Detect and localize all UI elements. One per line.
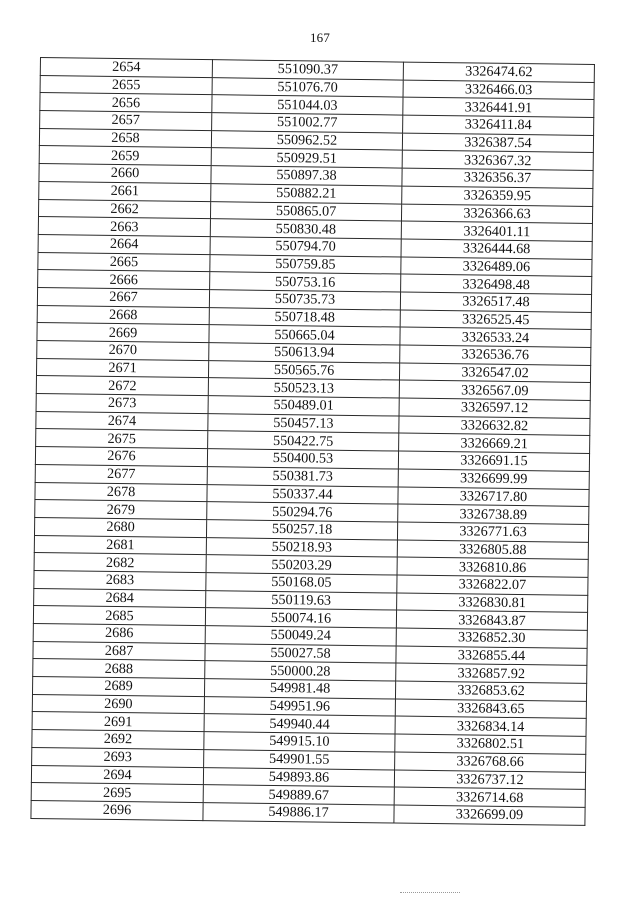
x-coordinate-cell: 551002.77 (212, 113, 403, 133)
y-coordinate-cell: 3326536.76 (400, 345, 591, 365)
y-coordinate-cell: 3326632.82 (399, 416, 590, 436)
point-number-cell: 2662 (38, 199, 210, 219)
y-coordinate-cell: 3326699.99 (398, 469, 589, 489)
y-coordinate-cell: 3326669.21 (399, 433, 590, 453)
y-coordinate-cell: 3326525.45 (400, 310, 591, 330)
x-coordinate-cell: 550422.75 (208, 431, 399, 451)
point-number-cell: 2658 (39, 128, 211, 148)
y-coordinate-cell: 3326367.32 (402, 150, 593, 170)
x-coordinate-cell: 550218.93 (206, 537, 397, 557)
point-number-cell: 2659 (39, 146, 211, 166)
y-coordinate-cell: 3326466.03 (403, 80, 594, 100)
x-coordinate-cell: 550962.52 (211, 130, 402, 150)
y-coordinate-cell: 3326768.66 (395, 752, 586, 772)
point-number-cell: 2682 (34, 553, 206, 573)
point-number-cell: 2696 (31, 800, 203, 820)
page-number: 167 (309, 30, 331, 45)
y-coordinate-cell: 3326738.89 (398, 504, 589, 524)
x-coordinate-cell: 549901.55 (204, 749, 395, 769)
x-coordinate-cell: 550830.48 (210, 219, 401, 239)
y-coordinate-cell: 3326359.95 (402, 186, 593, 206)
y-coordinate-cell: 3326852.30 (396, 628, 587, 648)
point-number-cell: 2655 (40, 75, 212, 95)
point-number-cell: 2660 (39, 164, 211, 184)
x-coordinate-cell: 551076.70 (212, 77, 403, 97)
y-coordinate-cell: 3326714.68 (394, 787, 585, 807)
point-number-cell: 2683 (34, 570, 206, 590)
x-coordinate-cell: 550119.63 (206, 590, 397, 610)
y-coordinate-cell: 3326387.54 (402, 133, 593, 153)
point-number-cell: 2681 (34, 535, 206, 555)
point-number-cell: 2669 (37, 323, 209, 343)
x-coordinate-cell: 550897.38 (211, 166, 402, 186)
x-coordinate-cell: 550203.29 (206, 555, 397, 575)
y-coordinate-cell: 3326356.37 (402, 168, 593, 188)
y-coordinate-cell: 3326533.24 (400, 327, 591, 347)
y-coordinate-cell: 3326498.48 (401, 274, 592, 294)
x-coordinate-cell: 550565.76 (208, 360, 399, 380)
x-coordinate-cell: 550613.94 (209, 343, 400, 363)
x-coordinate-cell: 550168.05 (206, 573, 397, 593)
y-coordinate-cell: 3326810.86 (397, 557, 588, 577)
y-coordinate-cell: 3326444.68 (401, 239, 592, 259)
x-coordinate-cell: 550882.21 (211, 183, 402, 203)
x-coordinate-cell: 549940.44 (204, 714, 395, 734)
point-number-cell: 2678 (35, 482, 207, 502)
point-number-cell: 2687 (33, 641, 205, 661)
y-coordinate-cell: 3326857.92 (396, 663, 587, 683)
point-number-cell: 2675 (36, 429, 208, 449)
point-number-cell: 2657 (40, 111, 212, 131)
y-coordinate-cell: 3326401.11 (401, 221, 592, 241)
point-number-cell: 2667 (37, 287, 209, 307)
x-coordinate-cell: 550489.01 (208, 396, 399, 416)
point-number-cell: 2665 (38, 252, 210, 272)
y-coordinate-cell: 3326830.81 (397, 593, 588, 613)
y-coordinate-cell: 3326441.91 (403, 97, 594, 117)
y-coordinate-cell: 3326802.51 (395, 734, 586, 754)
x-coordinate-cell: 550000.28 (205, 661, 396, 681)
point-number-cell: 2664 (38, 234, 210, 254)
x-coordinate-cell: 550865.07 (210, 201, 401, 221)
y-coordinate-cell: 3326853.62 (395, 681, 586, 701)
point-number-cell: 2673 (36, 394, 208, 414)
x-coordinate-cell: 550074.16 (205, 608, 396, 628)
coordinates-table-body (31, 58, 595, 825)
coordinates-table-container (30, 57, 594, 825)
point-number-cell: 2677 (35, 464, 207, 484)
y-coordinate-cell: 3326489.06 (401, 257, 592, 277)
y-coordinate-cell: 3326567.09 (399, 380, 590, 400)
y-coordinate-cell: 3326691.15 (398, 451, 589, 471)
x-coordinate-cell: 550294.76 (207, 502, 398, 522)
point-number-cell: 2684 (34, 588, 206, 608)
point-number-cell: 2680 (34, 517, 206, 537)
point-number-cell: 2691 (32, 712, 204, 732)
point-number-cell: 2686 (33, 623, 205, 643)
x-coordinate-cell: 550523.13 (208, 378, 399, 398)
point-number-cell: 2689 (32, 677, 204, 697)
point-number-cell: 2676 (35, 447, 207, 467)
point-number-cell: 2679 (35, 500, 207, 520)
y-coordinate-cell: 3326737.12 (394, 770, 585, 790)
y-coordinate-cell: 3326474.62 (403, 62, 594, 82)
x-coordinate-cell: 550257.18 (206, 520, 397, 540)
x-coordinate-cell: 549886.17 (203, 802, 394, 822)
x-coordinate-cell: 550718.48 (209, 307, 400, 327)
point-number-cell: 2668 (37, 305, 209, 325)
x-coordinate-cell: 550929.51 (211, 148, 402, 168)
y-coordinate-cell: 3326547.02 (399, 363, 590, 383)
point-number-cell: 2672 (36, 376, 208, 396)
x-coordinate-cell: 550735.73 (209, 290, 400, 310)
x-coordinate-cell: 549889.67 (203, 785, 394, 805)
point-number-cell: 2656 (40, 93, 212, 113)
y-coordinate-cell: 3326699.09 (394, 805, 585, 825)
x-coordinate-cell: 551044.03 (212, 95, 403, 115)
x-coordinate-cell: 550753.16 (210, 272, 401, 292)
x-coordinate-cell: 550794.70 (210, 237, 401, 257)
x-coordinate-cell: 550457.13 (208, 413, 399, 433)
point-number-cell: 2670 (37, 340, 209, 360)
y-coordinate-cell: 3326411.84 (403, 115, 594, 135)
point-number-cell: 2674 (36, 411, 208, 431)
x-coordinate-cell: 549893.86 (203, 767, 394, 787)
x-coordinate-cell: 549951.96 (204, 696, 395, 716)
x-coordinate-cell: 549915.10 (204, 732, 395, 752)
point-number-cell: 2654 (40, 58, 212, 78)
point-number-cell: 2692 (32, 730, 204, 750)
x-coordinate-cell: 550665.04 (209, 325, 400, 345)
point-number-cell: 2690 (32, 694, 204, 714)
point-number-cell: 2663 (38, 217, 210, 237)
x-coordinate-cell: 549981.48 (204, 679, 395, 699)
y-coordinate-cell: 3326805.88 (397, 540, 588, 560)
point-number-cell: 2695 (31, 783, 203, 803)
y-coordinate-cell: 3326855.44 (396, 646, 587, 666)
scan-artifact-divider (400, 892, 460, 894)
y-coordinate-cell: 3326366.63 (401, 204, 592, 224)
x-coordinate-cell: 550027.58 (205, 643, 396, 663)
point-number-cell: 2661 (39, 181, 211, 201)
x-coordinate-cell: 551090.37 (212, 60, 403, 80)
coordinates-table (30, 57, 595, 825)
x-coordinate-cell: 550337.44 (207, 484, 398, 504)
y-coordinate-cell: 3326834.14 (395, 716, 586, 736)
y-coordinate-cell: 3326822.07 (397, 575, 588, 595)
y-coordinate-cell: 3326771.63 (397, 522, 588, 542)
x-coordinate-cell: 550381.73 (207, 466, 398, 486)
point-number-cell: 2693 (32, 747, 204, 767)
point-number-cell: 2694 (31, 765, 203, 785)
point-number-cell: 2666 (38, 270, 210, 290)
x-coordinate-cell: 550759.85 (210, 254, 401, 274)
point-number-cell: 2685 (33, 606, 205, 626)
y-coordinate-cell: 3326517.48 (400, 292, 591, 312)
point-number-cell: 2688 (33, 659, 205, 679)
y-coordinate-cell: 3326843.87 (396, 610, 587, 630)
y-coordinate-cell: 3326843.65 (395, 699, 586, 719)
x-coordinate-cell: 550400.53 (207, 449, 398, 469)
y-coordinate-cell: 3326597.12 (399, 398, 590, 418)
y-coordinate-cell: 3326717.80 (398, 487, 589, 507)
point-number-cell: 2671 (36, 358, 208, 378)
x-coordinate-cell: 550049.24 (205, 626, 396, 646)
